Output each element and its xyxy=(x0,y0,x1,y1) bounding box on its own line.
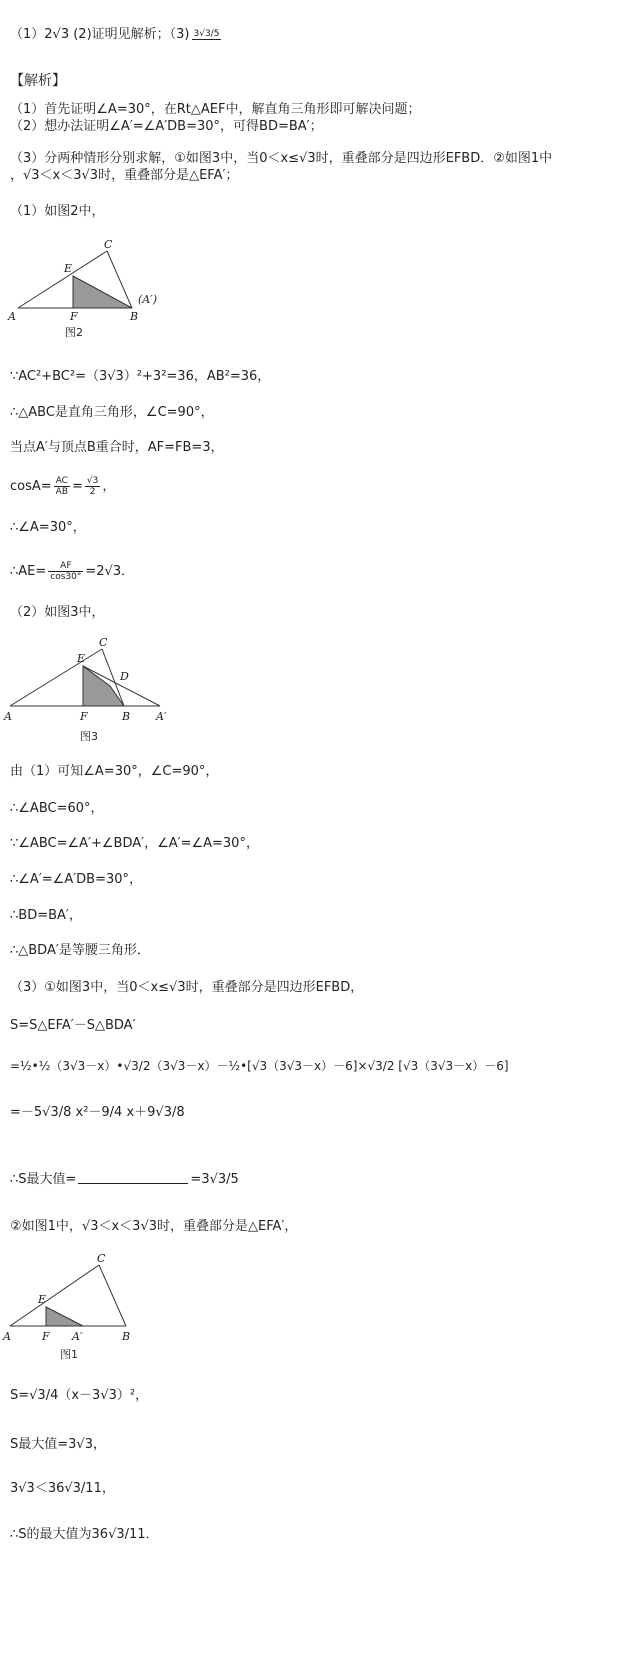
fig1-side-bc xyxy=(99,1265,126,1326)
fig2-label-f: F xyxy=(70,310,78,323)
fig3-label-a: A xyxy=(4,710,12,723)
cosA-end: ， xyxy=(102,479,116,494)
fig3-label-d: D xyxy=(120,670,129,683)
ae-result: =2√3． xyxy=(85,564,135,579)
ae-frac xyxy=(48,561,83,582)
ae-label: ∴AE= xyxy=(10,564,47,579)
fig2-label-e: E xyxy=(64,262,73,275)
ae-num: AF xyxy=(48,561,83,572)
fig2-label-aprime: (A′) xyxy=(138,293,158,306)
p1-line-4 xyxy=(10,476,115,497)
fig3-label-e: E xyxy=(77,652,86,665)
fig1-shaded-triangle xyxy=(46,1307,83,1326)
p3-case2-line-4: ∴S的最大值为36√3/11． xyxy=(10,1527,159,1542)
answer-fraction xyxy=(192,29,222,40)
p1-line-1: ∵AC²+BC²=（3√3）²+3²=36，AB²=36， xyxy=(10,369,271,384)
p2-line-5: ∴BD=BA′， xyxy=(10,908,82,923)
ae-den: cos30° xyxy=(50,572,82,582)
fig3-label-f: F xyxy=(80,710,88,723)
cosA-den-2: 2 xyxy=(89,487,96,497)
figure-1 xyxy=(0,1251,200,1361)
p1-line-5: ∴∠A=30°， xyxy=(10,520,86,535)
smax-numerator xyxy=(78,1163,188,1184)
intro-line-1: （1）首先证明∠A=30°，在Rt△AEF中，解直角三角形即可解决问题； xyxy=(10,102,421,117)
fig3-shaded-quad xyxy=(83,666,124,706)
fig2-label-c: C xyxy=(104,238,113,251)
intro-line-3: （3）分两种情形分别求解，①如图3中，当0＜x≤√3时，重叠部分是四边形EFBD．②如图1中 xyxy=(10,151,553,166)
intro-line-2: （2）想办法证明∠A′=∠A′DB=30°，可得BD=BA′； xyxy=(10,119,323,134)
part2-heading: （2）如图3中， xyxy=(10,605,105,620)
fig1-label-e: E xyxy=(38,1293,47,1306)
fig2-shaded-triangle xyxy=(73,276,132,308)
answer-part1: （1） xyxy=(10,27,45,42)
p2-line-2: ∴∠ABC=60°， xyxy=(10,801,104,816)
p1-line-3: 当点A′与顶点B重合时，AF=FB=3， xyxy=(10,440,224,455)
fig2-caption: 图2 xyxy=(65,326,83,339)
smax-result: =3√3/5 xyxy=(190,1172,239,1187)
fig3-label-b: B xyxy=(122,710,131,723)
p3-case2-line-1: S=√3/4（x－3√3）²， xyxy=(10,1388,149,1403)
fig3-caption: 图3 xyxy=(80,730,98,743)
fig2-label-a: A xyxy=(8,310,16,323)
p3-case2-line-2: S最大值=3√3， xyxy=(10,1437,106,1452)
fig1-label-a: A xyxy=(3,1330,11,1343)
fig2-label-b: B xyxy=(130,310,139,323)
cosA-den-1: AB xyxy=(55,487,69,497)
p1-line-2: ∴△ABC是直角三角形，∠C=90°， xyxy=(10,405,214,420)
cosA-num-1: AC xyxy=(54,476,70,487)
cosA-frac-2 xyxy=(85,476,100,497)
section-title: 【解析】 xyxy=(10,73,66,89)
answer-fraction-value: 3√3/5 xyxy=(193,29,220,39)
answer-part2: 2√3 (2)证明见解析；（3) xyxy=(44,27,190,42)
p3-case2-line-3: 3√3＜36√3/11， xyxy=(10,1481,115,1496)
p2-line-3: ∵∠ABC=∠A′+∠BDA′，∠A′=∠A=30°， xyxy=(10,836,259,851)
intro-line-4: ，√3＜x＜3√3时，重叠部分是△EFA′； xyxy=(10,168,239,183)
fig3-label-c: C xyxy=(99,636,108,649)
smax-big-fraction xyxy=(78,1163,188,1196)
p3-line-1: S=S△EFA′－S△BDA′ xyxy=(10,1018,136,1033)
cosA-eq: = xyxy=(72,479,83,494)
p2-line-4: ∴∠A′=∠A′DB=30°， xyxy=(10,872,143,887)
case2-line: ②如图1中，√3＜x＜3√3时，重叠部分是△EFA′， xyxy=(10,1219,298,1234)
p3-line-3: =－5√3/8 x²－9/4 x＋9√3/8 xyxy=(10,1105,185,1120)
fig3-label-aprime: A′ xyxy=(156,710,167,723)
smax-denominator xyxy=(78,1184,188,1196)
fig1-label-aprime: A′ xyxy=(72,1330,83,1343)
answer-line xyxy=(10,26,223,44)
p2-line-6: ∴△BDA′是等腰三角形． xyxy=(10,943,150,958)
fig1-caption: 图1 xyxy=(60,1348,78,1361)
cosA-frac-1 xyxy=(54,476,70,497)
fig1-label-c: C xyxy=(97,1252,106,1265)
figure-3 xyxy=(0,636,200,746)
fig1-label-b: B xyxy=(122,1330,131,1343)
part3-heading: （3）①如图3中，当0＜x≤√3时，重叠部分是四边形EFBD， xyxy=(10,980,364,995)
fig1-label-f: F xyxy=(42,1330,50,1343)
smax-label: ∴S最大值= xyxy=(10,1172,77,1187)
cosA-num-2: √3 xyxy=(86,476,99,486)
figure-2 xyxy=(0,238,200,348)
p3-line-4 xyxy=(10,1163,239,1196)
p3-line-2: =½•½（3√3－x）•√3/2（3√3－x）－½•[√3（3√3－x）－6]×√3/2 [√3（3√3－x）－6] xyxy=(10,1059,509,1073)
part1-heading: （1）如图2中， xyxy=(10,204,105,219)
p2-line-1: 由（1）可知∠A=30°，∠C=90°， xyxy=(10,764,219,779)
cosA-label: cosA= xyxy=(10,479,52,494)
p1-line-6 xyxy=(10,561,134,582)
